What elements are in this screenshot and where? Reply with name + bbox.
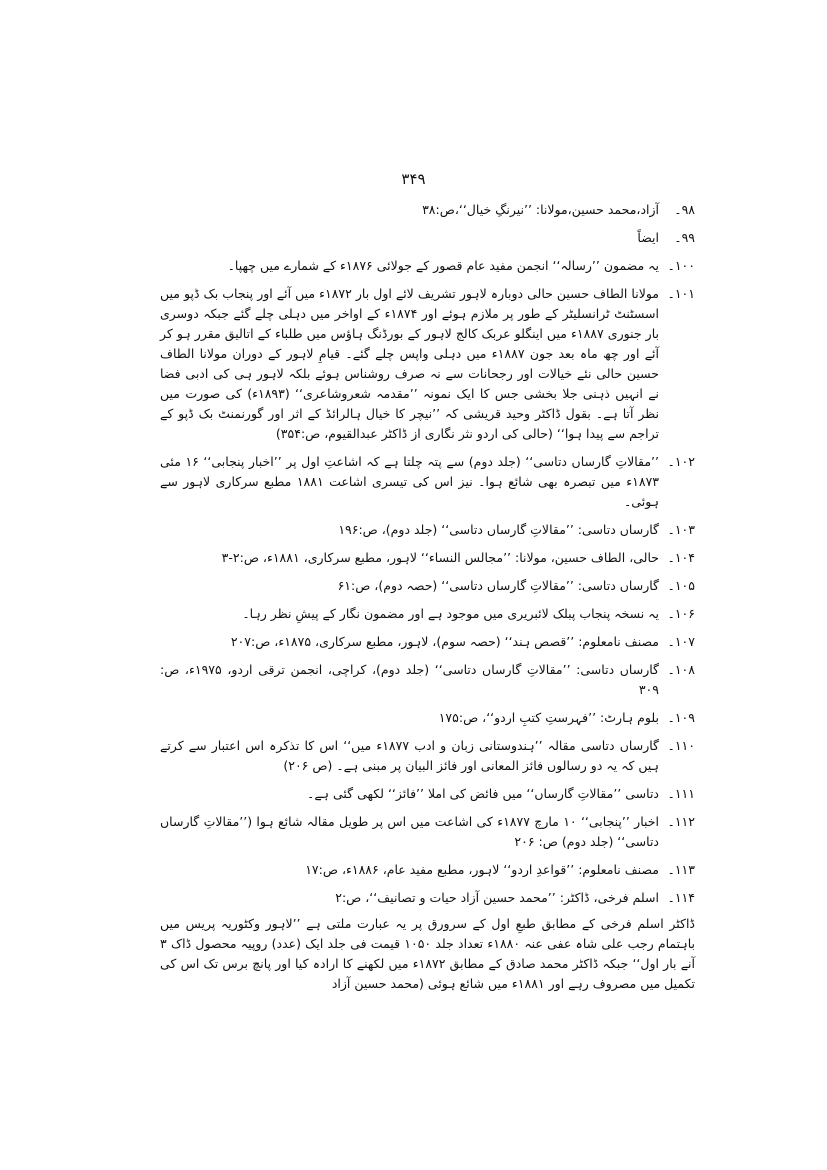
footnote [160, 604, 695, 624]
footnote-text: مصنف نامعلوم: ’’قواعدِ اردو‘‘ لاہور، مطبع مفید عام، ۱۸۸۶ء، ص:۱۷ [305, 862, 659, 877]
footnote-number: ۱۰۱۔ [667, 286, 695, 301]
footnote-number: ۱۰۰۔ [667, 258, 695, 273]
footnote-continuation: ڈاکٹر اسلم فرخی کے مطابق طبعِ اول کے سرورق پر یہ عبارت ملتی ہے ’’لاہور وکٹوریہ پریس میں باہتمام رجب علی شاہ عفی عنہ ۱۸۸۰ء تعداد جلد ۱۰۵۰ قیمت فی جلد ایک (عدد) روپیہ محصول ڈاک ۳ آنے بار اول‘‘ جبکہ ڈاکٹر محمد صادق کے مطابق ۱۸۷۲ء میں لکھنے کا ارادہ کیا اور پانچ برس تک اس کی تکمیل میں مصروف رہے اور ۱۸۸۱ء میں شائع ہوئی (محمد حسین آزاد [160, 916, 695, 991]
footnote-text: ایضاً [637, 230, 659, 245]
footnote [160, 888, 695, 908]
footnote-text: گارساں دتاسی: ’’مقالاتِ گارساں دتاسی‘‘ (جلد دوم)، کراچی، انجمن ترقی اردو، ۱۹۷۵ء، ص: ۳۰۹ [160, 662, 660, 697]
footnote [160, 256, 695, 276]
footnote-number: ۹۸۔ [674, 202, 695, 217]
footnote-text: دتاسی ’’مقالاتِ گارساں‘‘ میں فائض کی املا ’’فائز‘‘ لکھی گئی ہے۔ [307, 786, 659, 801]
footnote-text: یہ نسخہ پنجاب پبلک لائبریری میں موجود ہے اور مضمون نگار کے پیشِ نظر رہا۔ [242, 606, 659, 621]
footnote-text: بلوم ہارٹ: ’’فہرستِ کتبِ اردو‘‘، ص:۱۷۵ [438, 710, 659, 725]
footnote [160, 520, 695, 540]
footnote-text: آزاد،محمد حسین،مولانا: ’’نیرنگِ خیال‘‘،ص:۳۸ [422, 202, 659, 217]
footnote-text: اخبار ’’پنجابی‘‘ ۱۰ مارچ ۱۸۷۷ء کی اشاعت میں اس پر طویل مقالہ شائع ہوا (’’مقالاتِ گارساں دتاسی‘‘ (جلد دوم) ص: ۲۰۶ [160, 814, 659, 849]
footnote-text: مولانا الطاف حسین حالی دوبارہ لاہور تشریف لائے اول بار ۱۸۷۲ء میں آئے اور پنجاب بک ڈپو میں اسسٹنٹ ٹرانسلیٹر کے طور پر ملازم ہوئے اور ۱۸۷۴ء کے اواخر میں دہلی چلے گئے جبکہ دوسری بار جنوری ۱۸۸۷ء میں اینگلو عربک کالج لاہور کے بورڈنگ ہاؤس میں طلباء کے اتالیق مقرر ہو کر آئے اور چھ ماہ بعد جون ۱۸۸۷ء میں دہلی واپس چلے گئے۔ قیامِ لاہور کے دوران مولانا الطاف حسین حالی نئے خیالات اور رجحانات سے نہ صرف روشناس ہوئے بلکہ لاہور ہی کی ادبی فضا نے انہیں ذہنی جلا بخشی جس کا ایک نمونہ ’’مقدمہ شعروشاعری‘‘ (۱۸۹۳ء) کی صورت میں نظر آتا ہے۔ بقول ڈاکٹر وحید قریشی کہ ’’نیچر کا خیال ہالرائڈ کے اثر اور گورنمنٹ بک ڈپو کے تراجم سے پیدا ہوا‘‘ (حالی کی اردو نثر نگاری از ڈاکٹر عبدالقیوم، ص:۳۵۴) [160, 286, 660, 441]
footnote [160, 452, 695, 512]
footnote [160, 784, 695, 804]
footnote [160, 548, 695, 568]
footnote-number: ۱۱۰۔ [667, 738, 695, 753]
footnote-number: ۱۰۲۔ [667, 454, 695, 469]
footnotes-list [160, 200, 695, 994]
footnote [160, 632, 695, 652]
footnote-number: ۹۹۔ [674, 230, 695, 245]
footnote-text: اسلم فرخی، ڈاکٹر: ’’محمد حسین آزاد حیات و تصانیف‘‘، ص:۲ [335, 890, 659, 905]
footnote [160, 860, 695, 880]
page-number: ۳۴۹ [401, 170, 426, 188]
footnote-number: ۱۰۳۔ [667, 522, 695, 537]
footnote-number: ۱۰۵۔ [667, 578, 695, 593]
footnote [160, 228, 695, 248]
footnote-text: یہ مضمون ’’رسالہ‘‘ انجمن مفید عام قصور کے جولائی ۱۸۷۶ء کے شمارے میں چھپا۔ [227, 258, 659, 273]
footnote-number: ۱۱۱۔ [667, 786, 695, 801]
footnote-text: حالی، الطاف حسین، مولانا: ’’مجالس النساء‘‘ لاہور، مطبع سرکاری، ۱۸۸۱ء، ص:۲-۳ [221, 550, 659, 565]
footnote-number: ۱۰۸۔ [667, 662, 695, 677]
footnote [160, 284, 695, 444]
footnote [160, 200, 695, 220]
footnote-text: گارساں دتاسی مقالہ ’’ہندوستانی زبان و ادب ۱۸۷۷ء میں‘‘ اس کا تذکرہ اس اعتبار سے کرتے ہیں کہ یہ دو رسالوں فائز المعانی اور فائز البیان پر مبنی ہے۔ (ص ۲۰۶) [160, 738, 659, 773]
footnote [160, 576, 695, 596]
footnote [160, 812, 695, 852]
footnote-text: گارساں دتاسی: ’’مقالاتِ گارساں دتاسی‘‘ (جلد دوم)، ص:۱۹۶ [338, 522, 659, 537]
footnote [160, 708, 695, 728]
footnote [160, 660, 695, 700]
footnote-text: ’’مقالاتِ گارساں دتاسی‘‘ (جلد دوم) سے پتہ چلتا ہے کہ اشاعتِ اول پر ’’اخبار پنجابی‘‘ ۱۶ مئی ۱۸۷۳ء میں تبصرہ بھی شائع ہوا۔ نیز اس کی تیسری اشاعت ۱۸۸۱ مطبع سرکاری لاہور سے ہوئی۔ [160, 454, 659, 509]
footnote-number: ۱۰۹۔ [667, 710, 695, 725]
footnote-number: ۱۱۲۔ [667, 814, 695, 829]
footnote [160, 736, 695, 776]
footnote-number: ۱۰۴۔ [667, 550, 695, 565]
footnote-number: ۱۰۷۔ [667, 634, 695, 649]
footnote-number: ۱۱۳۔ [667, 862, 695, 877]
footnote-number: ۱۱۴۔ [667, 890, 695, 905]
footnote-text: گارساں دتاسی: ’’مقالاتِ گارساں دتاسی‘‘ (حصہ دوم)، ص:۶۱ [337, 578, 659, 593]
footnote-number: ۱۰۶۔ [667, 606, 695, 621]
footnote-text: مصنف نامعلوم: ’’قصص ہند‘‘ (حصہ سوم)، لاہور، مطبع سرکاری، ۱۸۷۵ء، ص:۲۰۷ [230, 634, 659, 649]
